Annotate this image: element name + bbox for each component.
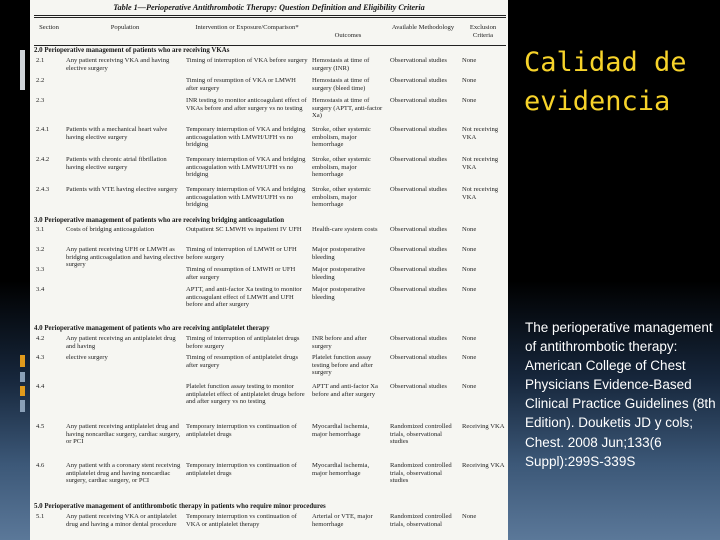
table-cell-exclusion: None bbox=[462, 286, 477, 293]
table-cell-population: Any patient receiving UFH or LMWH as bridging anticoagulation and having elective surgery bbox=[66, 246, 184, 269]
table-cell-population: Costs of bridging anticoagulation bbox=[66, 226, 155, 233]
table-cell-outcomes: Major postoperative bleeding bbox=[312, 246, 366, 261]
table-cell-outcomes: Stroke, other systemic embolism, major hemorrhage bbox=[312, 186, 371, 209]
table-cell-section: 3.3 bbox=[36, 266, 45, 273]
decorative-bar bbox=[20, 400, 25, 412]
table-cell-population: Patients with VTE having elective surgery bbox=[66, 186, 178, 193]
table-cell-intervention: Temporary interruption vs continuation of antiplatelet drugs bbox=[186, 423, 297, 438]
table-cell-outcomes: Myocardial ischemia, major hemorrhage bbox=[312, 423, 370, 438]
table-cell-section: 4.5 bbox=[36, 423, 45, 430]
decorative-bar bbox=[20, 355, 25, 367]
decorative-bar bbox=[20, 372, 25, 382]
table-cell-methodology: Observational studies bbox=[390, 57, 447, 64]
group-title: 2.0 Perioperative management of patients who are receiving VKAs bbox=[34, 47, 230, 54]
table-cell-intervention: Timing of resumption of VKA or LMWH after surgery bbox=[186, 77, 296, 92]
header-section: Section bbox=[39, 24, 59, 31]
header-population: Population bbox=[110, 24, 140, 31]
table-cell-exclusion: None bbox=[462, 383, 477, 390]
table-cell-exclusion: None bbox=[462, 246, 477, 253]
header-outcomes: Outcomes bbox=[334, 32, 362, 39]
table-cell-outcomes: Platelet function assay testing before and after surgery bbox=[312, 354, 373, 377]
table-cell-intervention: Timing of interruption of VKA before surgery bbox=[186, 57, 308, 64]
table-cell-section: 2.4.3 bbox=[36, 186, 50, 193]
table-cell-exclusion: Not receiving VKA bbox=[462, 156, 499, 171]
table-cell-outcomes: Major postoperative bleeding bbox=[312, 286, 366, 301]
table-cell-section: 2.3 bbox=[36, 97, 45, 104]
table-cell-methodology: Observational studies bbox=[390, 97, 447, 104]
table-cell-exclusion: Not receiving VKA bbox=[462, 186, 499, 201]
table-cell-section: 4.2 bbox=[36, 335, 45, 342]
table-cell-exclusion: None bbox=[462, 354, 477, 361]
table-cell-section: 3.4 bbox=[36, 286, 45, 293]
table-cell-methodology: Observational studies bbox=[390, 383, 447, 390]
table-cell-intervention: Timing of interruption of LMWH or UFH before surgery bbox=[186, 246, 297, 261]
table-cell-section: 4.4 bbox=[36, 383, 45, 390]
table-cell-section: 5.1 bbox=[36, 513, 45, 520]
table-cell-section: 4.3 bbox=[36, 354, 45, 361]
table-cell-exclusion: None bbox=[462, 57, 477, 64]
table-cell-exclusion: None bbox=[462, 97, 477, 104]
table-cell-methodology: Observational studies bbox=[390, 286, 447, 293]
table-cell-population: Patients with chronic atrial fibrillation having elective surgery bbox=[66, 156, 167, 171]
citation-reference: The perioperative management of antithrombotic therapy: American College of Chest Physicians Evidence-Based Clinical Practice Guidelines (8th Edition). Douketis JD y cols; Chest. 2008 Jun;133(6 Suppl):299S-339S bbox=[525, 320, 716, 469]
table-cell-intervention: Timing of interruption of antiplatelet drugs before surgery bbox=[186, 335, 300, 350]
table-cell-intervention: Temporary interruption of VKA and bridging anticoagulation with LMWH/UFH vs no bridging bbox=[186, 156, 306, 179]
table-cell-population: Patients with a mechanical heart valve having elective surgery bbox=[66, 126, 168, 141]
table-cell-intervention: Temporary interruption vs continuation of VKA or antiplatelet therapy bbox=[186, 513, 297, 528]
table-cell-population: Any patient receiving an antiplatelet drug and having bbox=[66, 335, 176, 350]
table-cell-methodology: Randomized controlled trials, observational bbox=[390, 513, 452, 528]
table-cell-methodology: Observational studies bbox=[390, 335, 447, 342]
table-cell-intervention: Outpatient SC LMWH vs inpatient IV UFH bbox=[186, 226, 302, 233]
table-cell-population: Any patient receiving antiplatelet drug and having noncardiac surgery, cardiac surgery, or PCI bbox=[66, 423, 181, 446]
table-cell-methodology: Observational studies bbox=[390, 354, 447, 361]
table-cell-methodology: Randomized controlled trials, observational studies bbox=[390, 462, 452, 485]
table-cell-methodology: Observational studies bbox=[390, 156, 447, 163]
table-cell-section: 2.4.2 bbox=[36, 156, 50, 163]
table-cell-outcomes: Myocardial ischemia, major hemorrhage bbox=[312, 462, 370, 477]
table-cell-outcomes: Hemostasis at time of surgery (bleed time) bbox=[312, 77, 370, 92]
scanned-table-document bbox=[30, 0, 508, 540]
table-cell-outcomes: INR before and after surgery bbox=[312, 335, 367, 350]
table-cell-outcomes: Stroke, other systemic embolism, major hemorrhage bbox=[312, 126, 371, 149]
slide-title: Calidad de evidencia bbox=[524, 47, 687, 117]
table-cell-exclusion: None bbox=[462, 335, 477, 342]
table-cell-section: 2.1 bbox=[36, 57, 45, 64]
table-cell-methodology: Observational studies bbox=[390, 77, 447, 84]
decorative-bar bbox=[20, 50, 25, 90]
table-cell-outcomes: Major postoperative bleeding bbox=[312, 266, 366, 281]
table-cell-intervention: Platelet function assay testing to monitor antiplatelet effect of antiplatelet drugs before and after surgery vs no testing bbox=[186, 383, 305, 406]
header-methodology: Available Methodology bbox=[391, 24, 455, 31]
table-cell-exclusion: None bbox=[462, 77, 477, 84]
table-cell-exclusion: None bbox=[462, 513, 477, 520]
table-cell-intervention: Timing of resumption of antiplatelet drugs after surgery bbox=[186, 354, 299, 369]
table-cell-outcomes: APTT and anti-factor Xa before and after surgery bbox=[312, 383, 378, 398]
group-title: 5.0 Perioperative management of antithrombotic therapy in patients who require minor procedures bbox=[34, 503, 326, 510]
table-cell-methodology: Observational studies bbox=[390, 226, 447, 233]
table-cell-section: 2.2 bbox=[36, 77, 45, 84]
table-cell-exclusion: Receiving VKA bbox=[462, 423, 505, 430]
group-title: 4.0 Perioperative management of patients who are receiving antiplatelet therapy bbox=[34, 325, 270, 332]
table-cell-intervention: Temporary interruption vs continuation of antiplatelet drugs bbox=[186, 462, 297, 477]
table-cell-methodology: Observational studies bbox=[390, 126, 447, 133]
table-cell-population: elective surgery bbox=[66, 354, 108, 361]
table-title: Table 1—Perioperative Antithrombotic Therapy: Question Definition and Eligibility Criteria bbox=[113, 3, 425, 12]
header-intervention: Intervention or Exposure/Comparison* bbox=[195, 24, 299, 31]
table-cell-exclusion: Not receiving VKA bbox=[462, 126, 499, 141]
table-cell-section: 4.6 bbox=[36, 462, 45, 469]
table-cell-outcomes: Hemostasis at time of surgery (INR) bbox=[312, 57, 370, 72]
table-cell-section: 3.2 bbox=[36, 246, 45, 253]
table-cell-section: 2.4.1 bbox=[36, 126, 50, 133]
table-cell-methodology: Observational studies bbox=[390, 266, 447, 273]
table-cell-population: Any patient receiving VKA or antiplatelet drug and having a minor dental procedure bbox=[66, 513, 177, 528]
table-cell-intervention: Timing of resumption of LMWH or UFH after surgery bbox=[186, 266, 296, 281]
table-cell-intervention: Temporary interruption of VKA and bridging anticoagulation with LMWH/UFH vs no bridging bbox=[186, 126, 306, 149]
table-cell-intervention: Temporary interruption of VKA and bridging anticoagulation with LMWH/UFH vs no bridging bbox=[186, 186, 306, 209]
table-cell-outcomes: Stroke, other systemic embolism, major hemorrhage bbox=[312, 156, 371, 179]
group-title: 3.0 Perioperative management of patients who are receiving bridging anticoagulation bbox=[34, 217, 285, 224]
table-cell-population: Any patient receiving VKA and having elective surgery bbox=[66, 57, 170, 72]
table-cell-section: 3.1 bbox=[36, 226, 45, 233]
table-cell-outcomes: Arterial or VTE, major hemorrhage bbox=[312, 513, 373, 528]
table-cell-population: Any patient with a coronary stent receiving antiplatelet drug and having noncardiac surgery, cardiac surgery, or PCI bbox=[66, 462, 181, 485]
table-cell-intervention: APTT, and anti-factor Xa testing to monitor anticoagulant effect of LMWH and UFH before and after surgery bbox=[186, 286, 302, 309]
table-cell-outcomes: Hemostasis at time of surgery (APTT, anti-factor Xa) bbox=[312, 97, 383, 120]
decorative-bar bbox=[20, 386, 25, 396]
table-cell-methodology: Observational studies bbox=[390, 246, 447, 253]
table-cell-methodology: Randomized controlled trials, observational studies bbox=[390, 423, 452, 446]
table-cell-intervention: INR testing to monitor anticoagulant effect of VKAs before and after surgery vs no testing bbox=[186, 97, 307, 112]
table-cell-methodology: Observational studies bbox=[390, 186, 447, 193]
table-cell-outcomes: Health-care system costs bbox=[312, 226, 378, 233]
table-cell-exclusion: Receiving VKA bbox=[462, 462, 505, 469]
table-cell-exclusion: None bbox=[462, 266, 477, 273]
header-exclusion: Exclusion Criteria bbox=[469, 24, 497, 39]
table-cell-exclusion: None bbox=[462, 226, 477, 233]
